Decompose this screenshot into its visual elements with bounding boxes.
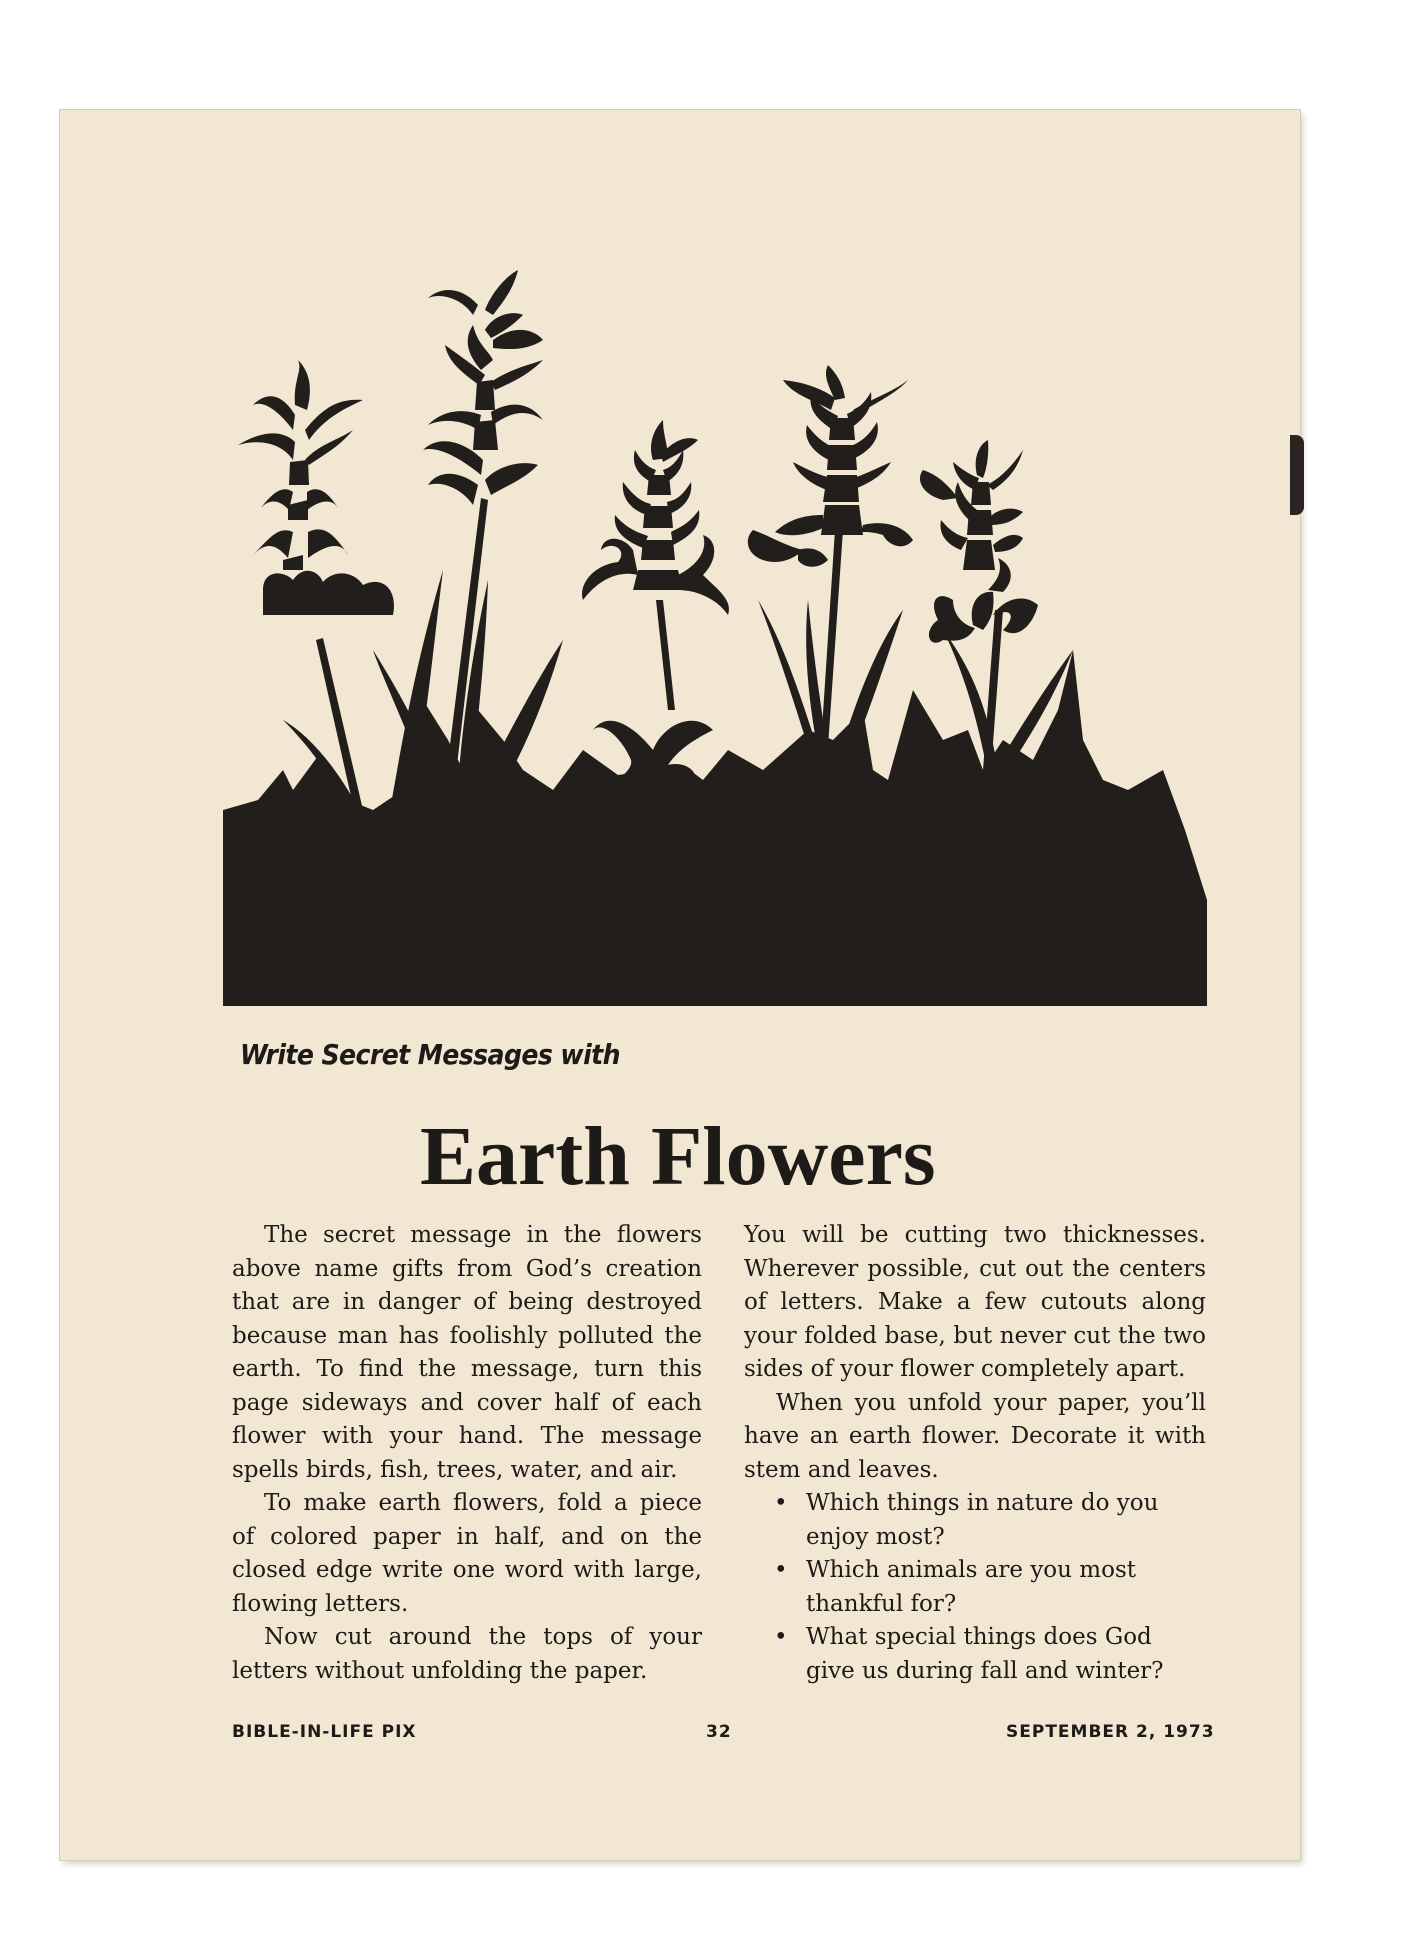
article-column-left [232, 1219, 702, 1688]
question-text: Which animals are you most thankful for? [806, 1557, 1136, 1617]
article-column-right [744, 1219, 1206, 1688]
question-text: What special things does God give us during fall and winter? [806, 1624, 1164, 1684]
footer-publication: BIBLE-IN-LIFE PIX [232, 1722, 417, 1742]
flower-1-silhouette [238, 360, 443, 860]
bullet-icon: • [774, 1557, 788, 1583]
paragraph: You will be cutting two thicknesses. Wherever possible, cut out the centers of letters. Make a few cutouts along your folded base, but never cut the two sides of your flower completely apart. [744, 1222, 1206, 1382]
footer-date: SEPTEMBER 2, 1973 [1006, 1722, 1215, 1742]
footer-page-number: 32 [706, 1722, 732, 1742]
list-item [744, 1487, 1206, 1554]
paragraph: The secret message in the flowers above name gifts from God’s creation that are in danger of being destroyed because man has foolishly polluted the earth. To find the message, turn this page sideways and cover half of each flower with your hand. The message spells birds, fish, trees, water, and air. [232, 1222, 702, 1483]
article-kicker: Write Secret Messages with [240, 1038, 620, 1071]
question-list [744, 1487, 1206, 1688]
paragraph: Now cut around the tops of your letters without unfolding the paper. [232, 1624, 702, 1684]
paragraph: To make earth flowers, fold a piece of colored paper in half, and on the closed edge write one word with large, flowing letters. [232, 1490, 702, 1617]
paragraph: When you unfold your paper, you’ll have an earth flower. Decorate it with stem and leaves. [744, 1389, 1206, 1483]
bullet-icon: • [774, 1624, 788, 1650]
page-edge-tab [1290, 435, 1304, 515]
ground-silhouette [223, 650, 1207, 1006]
question-text: Which things in nature do you enjoy most? [806, 1490, 1159, 1550]
flower-3-silhouette [582, 420, 729, 791]
article-title: Earth Flowers [420, 1110, 936, 1203]
bullet-icon: • [774, 1490, 788, 1516]
list-item [744, 1621, 1206, 1688]
flower-4-silhouette [748, 365, 913, 795]
earth-flowers-illustration [223, 270, 1207, 1006]
list-item [744, 1554, 1206, 1621]
